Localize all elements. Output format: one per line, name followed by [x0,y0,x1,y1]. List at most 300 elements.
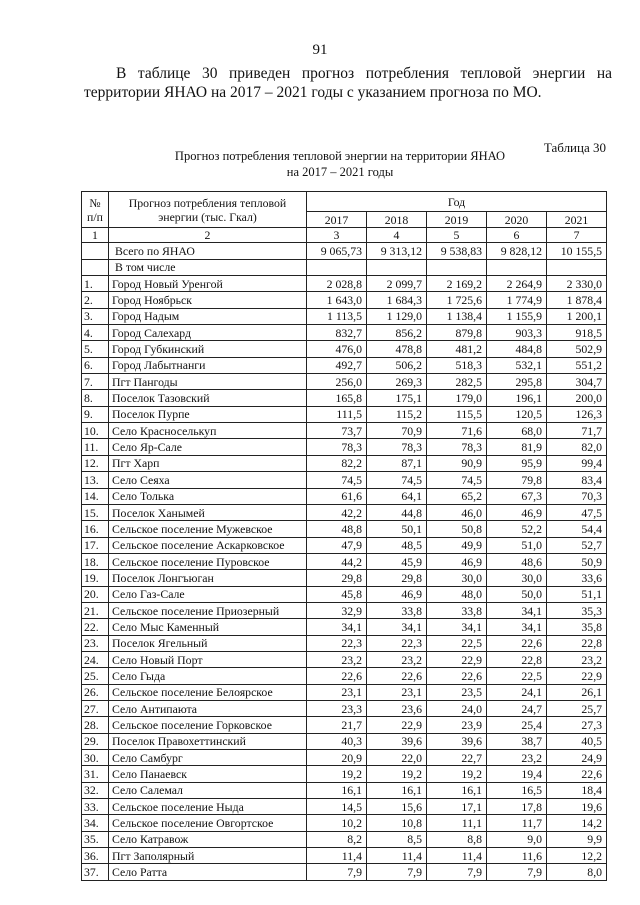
row-number: 33. [82,799,109,815]
consumption-value: 70,9 [367,423,427,439]
consumption-value: 22,3 [307,635,367,651]
consumption-value: 256,0 [307,374,367,390]
consumption-value: 22,9 [547,668,607,684]
consumption-value: 24,1 [487,684,547,700]
total-value: 9 313,12 [367,243,427,259]
consumption-value: 23,1 [307,684,367,700]
municipality-name: Город Ноябрьск [109,292,307,308]
row-number: 37. [82,864,109,880]
consumption-value: 61,6 [307,488,367,504]
row-number: 20. [82,586,109,602]
consumption-value: 196,1 [487,390,547,406]
consumption-value: 24,9 [547,750,607,766]
table-row [82,684,607,700]
table-body [82,243,607,880]
row-number: 3. [82,308,109,324]
consumption-value: 46,9 [367,586,427,602]
table-row [82,586,607,602]
municipality-name: Село Антипаюта [109,700,307,716]
municipality-name: Село Толька [109,488,307,504]
consumption-value: 120,5 [487,406,547,422]
table-row [82,488,607,504]
consumption-value: 67,3 [487,488,547,504]
consumption-value: 90,9 [427,455,487,471]
consumption-value: 33,8 [367,602,427,618]
consumption-value: 46,9 [427,553,487,569]
consumption-value: 25,7 [547,700,607,716]
consumption-value: 17,1 [427,799,487,815]
municipality-name: Сельское поселение Мужевское [109,521,307,537]
consumption-value: 175,1 [367,390,427,406]
row-number: 9. [82,406,109,422]
table-row [82,276,607,292]
consumption-value: 40,3 [307,733,367,749]
consumption-value: 46,0 [427,504,487,520]
consumption-value: 22,8 [547,635,607,651]
consumption-value: 8,0 [547,864,607,880]
table-row [82,325,607,341]
consumption-value: 24,7 [487,700,547,716]
consumption-value: 1 725,6 [427,292,487,308]
municipality-name: Поселок Правохеттинский [109,733,307,749]
consumption-value: 22,5 [487,668,547,684]
consumption-value: 81,9 [487,439,547,455]
table-row [82,423,607,439]
municipality-name: Село Мыс Каменный [109,619,307,635]
table-row [82,570,607,586]
year-group-header: Год [307,192,607,212]
table-row [82,308,607,324]
consumption-value: 45,8 [307,586,367,602]
consumption-value: 269,3 [367,374,427,390]
consumption-value: 74,5 [367,472,427,488]
row-number: 36. [82,848,109,864]
consumption-value: 40,5 [547,733,607,749]
table-row [82,750,607,766]
row-number: 26. [82,684,109,700]
consumption-value: 903,3 [487,325,547,341]
consumption-value: 11,6 [487,848,547,864]
consumption-value: 1 774,9 [487,292,547,308]
consumption-value: 23,2 [547,651,607,667]
row-number: 5. [82,341,109,357]
consumption-value: 48,0 [427,586,487,602]
consumption-value: 23,3 [307,700,367,716]
municipality-name: Город Новый Уренгой [109,276,307,292]
consumption-value: 111,5 [307,406,367,422]
consumption-value: 47,5 [547,504,607,520]
year-header: 2017 [307,212,367,228]
consumption-value: 22,6 [367,668,427,684]
consumption-value: 11,7 [487,815,547,831]
consumption-value: 126,3 [547,406,607,422]
empty-cell [307,259,367,275]
consumption-value: 22,5 [427,635,487,651]
column-number: 1 [82,228,109,243]
column-number: 4 [367,228,427,243]
consumption-value: 2 028,8 [307,276,367,292]
consumption-value: 23,5 [427,684,487,700]
consumption-value: 15,6 [367,799,427,815]
municipality-name: Поселок Ханымей [109,504,307,520]
column-number: 3 [307,228,367,243]
consumption-value: 2 169,2 [427,276,487,292]
consumption-value: 1 138,4 [427,308,487,324]
consumption-value: 47,9 [307,537,367,553]
table-row [82,553,607,569]
consumption-value: 9,9 [547,831,607,847]
consumption-value: 99,4 [547,455,607,471]
consumption-value: 29,8 [307,570,367,586]
consumption-value: 23,2 [367,651,427,667]
empty-cell [487,259,547,275]
consumption-value: 11,4 [427,848,487,864]
row-number: 29. [82,733,109,749]
col-name-header: Прогноз потребления тепловой энергии (тыс. Гкал) [109,192,307,228]
row-number: 2. [82,292,109,308]
total-row [82,243,607,259]
consumption-value: 9,0 [487,831,547,847]
empty-cell [547,259,607,275]
municipality-name: Сельское поселение Приозерный [109,602,307,618]
table-row [82,341,607,357]
consumption-value: 115,2 [367,406,427,422]
table-row [82,619,607,635]
total-value: 9 065,73 [307,243,367,259]
consumption-value: 33,8 [427,602,487,618]
consumption-value: 35,8 [547,619,607,635]
consumption-value: 19,2 [367,766,427,782]
table-row [82,766,607,782]
row-number: 24. [82,651,109,667]
consumption-value: 82,2 [307,455,367,471]
consumption-value: 70,3 [547,488,607,504]
consumption-value: 1 878,4 [547,292,607,308]
consumption-value: 51,1 [547,586,607,602]
consumption-value: 879,8 [427,325,487,341]
consumption-value: 492,7 [307,357,367,373]
table-row [82,390,607,406]
row-number: 16. [82,521,109,537]
year-header: 2020 [487,212,547,228]
row-number: 15. [82,504,109,520]
municipality-name: Пгт Пангоды [109,374,307,390]
municipality-name: Поселок Ягельный [109,635,307,651]
table-row [82,455,607,471]
consumption-value: 29,8 [367,570,427,586]
consumption-value: 22,9 [427,651,487,667]
row-number: 14. [82,488,109,504]
consumption-value: 73,7 [307,423,367,439]
row-number: 19. [82,570,109,586]
municipality-name: Город Надым [109,308,307,324]
year-header: 2021 [547,212,607,228]
consumption-value: 23,2 [487,750,547,766]
consumption-value: 19,2 [427,766,487,782]
consumption-value: 179,0 [427,390,487,406]
consumption-value: 51,0 [487,537,547,553]
consumption-value: 22,6 [487,635,547,651]
municipality-name: Село Красноселькуп [109,423,307,439]
municipality-name: Сельское поселение Овгортское [109,815,307,831]
consumption-value: 21,7 [307,717,367,733]
subhead-row [82,259,607,275]
consumption-value: 34,1 [487,602,547,618]
consumption-value: 34,1 [307,619,367,635]
consumption-value: 23,1 [367,684,427,700]
consumption-value: 1 129,0 [367,308,427,324]
consumption-value: 38,7 [487,733,547,749]
column-number: 6 [487,228,547,243]
table-row [82,717,607,733]
municipality-name: Город Лабытнанги [109,357,307,373]
municipality-name: Сельское поселение Аскарковское [109,537,307,553]
consumption-value: 49,9 [427,537,487,553]
table-row [82,521,607,537]
consumption-value: 64,1 [367,488,427,504]
intro-paragraph: В таблице 30 приведен прогноз потребления тепловой энергии на территории ЯНАО на 2017 – 2021 годы с указанием прогноза по МО. [84,65,612,101]
consumption-value: 48,5 [367,537,427,553]
table-row [82,439,607,455]
consumption-value: 22,3 [367,635,427,651]
consumption-value: 506,2 [367,357,427,373]
consumption-value: 476,0 [307,341,367,357]
consumption-value: 20,9 [307,750,367,766]
table-row [82,292,607,308]
row-number: 8. [82,390,109,406]
consumption-value: 50,1 [367,521,427,537]
table-row [82,602,607,618]
municipality-name: Село Салемал [109,782,307,798]
year-header: 2018 [367,212,427,228]
consumption-value: 48,6 [487,553,547,569]
consumption-value: 502,9 [547,341,607,357]
consumption-value: 2 264,9 [487,276,547,292]
row-number: 34. [82,815,109,831]
consumption-value: 34,1 [367,619,427,635]
total-value: 9 828,12 [487,243,547,259]
table-row [82,668,607,684]
empty-cell [427,259,487,275]
consumption-value: 918,5 [547,325,607,341]
row-number: 21. [82,602,109,618]
consumption-value: 71,7 [547,423,607,439]
consumption-value: 82,0 [547,439,607,455]
municipality-name: Пгт Харп [109,455,307,471]
consumption-value: 304,7 [547,374,607,390]
consumption-value: 16,1 [367,782,427,798]
row-number: 11. [82,439,109,455]
column-number: 2 [109,228,307,243]
table-row [82,782,607,798]
table-row [82,864,607,880]
consumption-value: 83,4 [547,472,607,488]
consumption-value: 50,8 [427,521,487,537]
consumption-value: 7,9 [427,864,487,880]
table-row [82,815,607,831]
municipality-name: Сельское поселение Ныда [109,799,307,815]
consumption-value: 24,0 [427,700,487,716]
consumption-value: 95,9 [487,455,547,471]
consumption-value: 165,8 [307,390,367,406]
row-number: 12. [82,455,109,471]
row-number: 25. [82,668,109,684]
consumption-value: 14,5 [307,799,367,815]
row-number [82,243,109,259]
table-row [82,504,607,520]
consumption-value: 30,0 [427,570,487,586]
municipality-name: Село Газ-Сале [109,586,307,602]
table-caption-line2: на 2017 – 2021 годы [286,165,394,179]
consumption-value: 35,3 [547,602,607,618]
consumption-value: 1 155,9 [487,308,547,324]
consumption-value: 39,6 [367,733,427,749]
consumption-value: 1 200,1 [547,308,607,324]
consumption-value: 7,9 [487,864,547,880]
municipality-name: Сельское поселение Пуровское [109,553,307,569]
table-row [82,848,607,864]
consumption-value: 78,3 [307,439,367,455]
row-number: 30. [82,750,109,766]
municipality-name: Город Губкинский [109,341,307,357]
municipality-name: Село Самбург [109,750,307,766]
consumption-value: 518,3 [427,357,487,373]
consumption-value: 34,1 [427,619,487,635]
consumption-value: 22,6 [307,668,367,684]
municipality-name: Село Ратта [109,864,307,880]
year-header: 2019 [427,212,487,228]
consumption-value: 22,7 [427,750,487,766]
municipality-name: Село Сеяха [109,472,307,488]
consumption-value: 52,2 [487,521,547,537]
consumption-value: 52,7 [547,537,607,553]
table-row [82,651,607,667]
consumption-value: 34,1 [487,619,547,635]
consumption-value: 79,8 [487,472,547,488]
consumption-value: 8,5 [367,831,427,847]
municipality-name: Поселок Тазовский [109,390,307,406]
consumption-value: 46,9 [487,504,547,520]
consumption-value: 23,6 [367,700,427,716]
row-number: 7. [82,374,109,390]
municipality-name: Село Панаевск [109,766,307,782]
municipality-name: Город Салехард [109,325,307,341]
column-number: 5 [427,228,487,243]
row-number: 35. [82,831,109,847]
consumption-value: 7,9 [367,864,427,880]
consumption-value: 532,1 [487,357,547,373]
consumption-value: 478,8 [367,341,427,357]
consumption-value: 65,2 [427,488,487,504]
consumption-value: 71,6 [427,423,487,439]
consumption-value: 22,0 [367,750,427,766]
table-row [82,831,607,847]
consumption-value: 42,2 [307,504,367,520]
consumption-value: 1 113,5 [307,308,367,324]
consumption-value: 11,1 [427,815,487,831]
row-number: 28. [82,717,109,733]
consumption-value: 78,3 [367,439,427,455]
total-value: 10 155,5 [547,243,607,259]
consumption-value: 10,8 [367,815,427,831]
table-row [82,406,607,422]
table-row [82,799,607,815]
consumption-value: 1 643,0 [307,292,367,308]
consumption-value: 200,0 [547,390,607,406]
row-number: 31. [82,766,109,782]
total-label: Всего по ЯНАО [109,243,307,259]
table-row [82,733,607,749]
consumption-value: 22,6 [547,766,607,782]
consumption-value: 44,2 [307,553,367,569]
column-number-row [82,228,607,243]
consumption-value: 26,1 [547,684,607,700]
consumption-value: 8,2 [307,831,367,847]
consumption-value: 45,9 [367,553,427,569]
row-number: 6. [82,357,109,373]
consumption-value: 16,1 [307,782,367,798]
consumption-value: 30,0 [487,570,547,586]
consumption-value: 18,4 [547,782,607,798]
consumption-value: 19,2 [307,766,367,782]
municipality-name: Село Гыда [109,668,307,684]
consumption-value: 2 330,0 [547,276,607,292]
consumption-value: 27,3 [547,717,607,733]
consumption-value: 282,5 [427,374,487,390]
table-row [82,374,607,390]
row-number: 13. [82,472,109,488]
table-label: Таблица 30 [543,140,606,155]
empty-cell [367,259,427,275]
consumption-value: 10,2 [307,815,367,831]
row-number: 1. [82,276,109,292]
consumption-value: 48,8 [307,521,367,537]
consumption-value: 68,0 [487,423,547,439]
municipality-name: Село Катравож [109,831,307,847]
row-number: 18. [82,553,109,569]
consumption-value: 78,3 [427,439,487,455]
municipality-name: Сельское поселение Горковское [109,717,307,733]
row-number: 17. [82,537,109,553]
municipality-name: Поселок Лонгъюган [109,570,307,586]
consumption-value: 832,7 [307,325,367,341]
consumption-value: 1 684,3 [367,292,427,308]
consumption-value: 19,4 [487,766,547,782]
consumption-value: 23,9 [427,717,487,733]
column-number: 7 [547,228,607,243]
table-caption [130,148,550,180]
municipality-name: Поселок Пурпе [109,406,307,422]
consumption-value: 50,0 [487,586,547,602]
consumption-value: 481,2 [427,341,487,357]
consumption-value: 54,4 [547,521,607,537]
row-number: 23. [82,635,109,651]
consumption-value: 33,6 [547,570,607,586]
consumption-value: 74,5 [427,472,487,488]
row-number: 32. [82,782,109,798]
consumption-value: 22,9 [367,717,427,733]
consumption-value: 115,5 [427,406,487,422]
table-row [82,357,607,373]
consumption-value: 16,5 [487,782,547,798]
row-number [82,259,109,275]
consumption-value: 2 099,7 [367,276,427,292]
table-row [82,700,607,716]
consumption-value: 484,8 [487,341,547,357]
consumption-value: 7,9 [307,864,367,880]
consumption-value: 22,8 [487,651,547,667]
consumption-value: 856,2 [367,325,427,341]
